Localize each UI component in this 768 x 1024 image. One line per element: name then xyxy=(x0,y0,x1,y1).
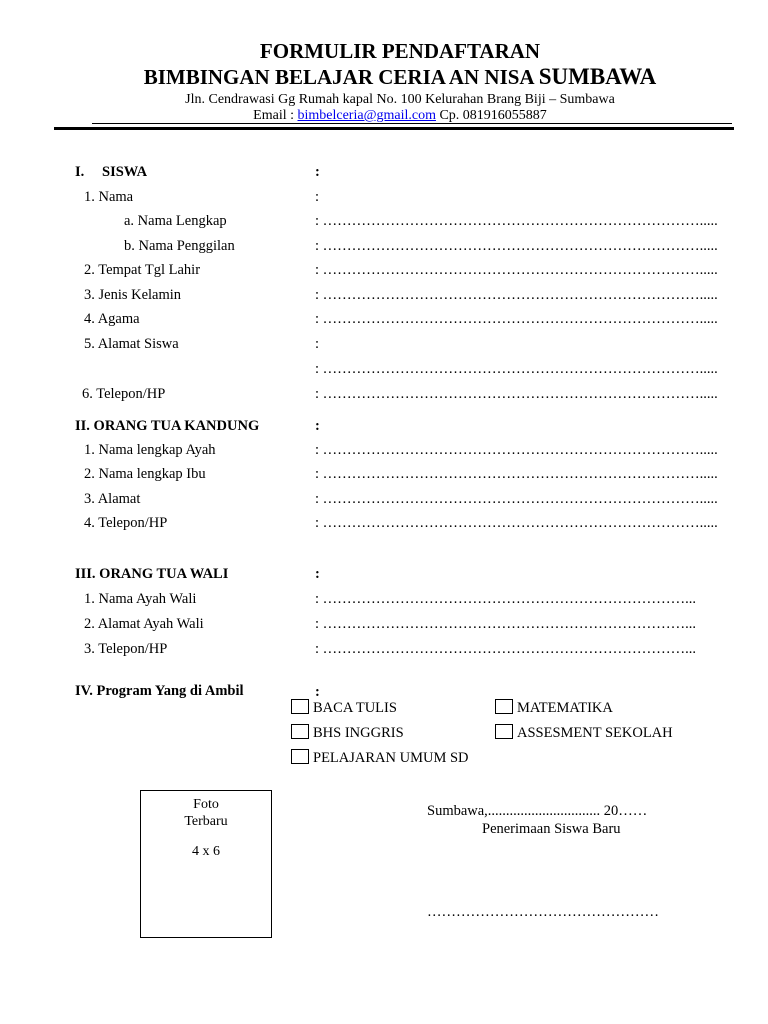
photo-box xyxy=(140,790,272,938)
checkbox[interactable] xyxy=(291,724,309,739)
label-ayah: 1. Nama lengkap Ayah xyxy=(84,442,216,458)
section-ortu-heading: II. ORANG TUA KANDUNG xyxy=(75,418,260,434)
email-link[interactable]: bimbelceria@gmail.com xyxy=(297,108,436,123)
colon: : xyxy=(315,566,320,582)
institution-name xyxy=(0,64,768,90)
field-alamat-siswa[interactable]: : ……………………………………………………………………..... xyxy=(315,361,718,377)
label-alamat-wali: 2. Alamat Ayah Wali xyxy=(84,616,204,632)
colon: : xyxy=(315,336,320,352)
label-alamat-ortu: 3. Alamat xyxy=(84,491,141,507)
label-telepon-wali: 3. Telepon/HP xyxy=(84,641,168,657)
colon: : xyxy=(315,684,320,700)
field-nama-lengkap[interactable]: : ……………………………………………………………………..... xyxy=(315,213,718,229)
header-rule-thin xyxy=(92,123,732,124)
option-matematika[interactable] xyxy=(495,699,613,717)
field-ttl[interactable]: : ……………………………………………………………………..... xyxy=(315,262,718,278)
label-telepon-siswa: 6. Telepon/HP xyxy=(82,386,166,402)
photo-label-1: Foto xyxy=(193,797,219,812)
label-nama: 1. Nama xyxy=(84,189,134,205)
option-pelajaran-umum-sd[interactable] xyxy=(291,749,469,767)
contact-line xyxy=(0,108,768,124)
checkbox[interactable] xyxy=(291,749,309,764)
section-wali-heading: III. ORANG TUA WALI xyxy=(75,566,229,582)
label-ttl: 2. Tempat Tgl Lahir xyxy=(84,262,201,278)
label-ibu: 2. Nama lengkap Ibu xyxy=(84,466,206,482)
label-ayah-wali: 1. Nama Ayah Wali xyxy=(84,591,197,607)
photo-size: 4 x 6 xyxy=(192,844,220,859)
option-baca-tulis[interactable] xyxy=(291,699,397,717)
phone: Cp. 081916055887 xyxy=(435,108,547,123)
field-alamat-wali[interactable]: : …………………………………………………………………... xyxy=(315,616,697,632)
section-siswa-number: I. xyxy=(75,164,85,180)
colon: : xyxy=(315,418,320,434)
form-title: FORMULIR PENDAFTARAN xyxy=(259,39,541,63)
option-label: BACA TULIS xyxy=(313,700,397,716)
option-label: MATEMATIKA xyxy=(517,700,613,716)
label-nama-lengkap: a. Nama Lengkap xyxy=(124,213,227,229)
field-telepon-ortu[interactable]: : ……………………………………………………………………..... xyxy=(315,515,718,531)
colon: : xyxy=(315,164,320,180)
section-siswa-heading: SISWA xyxy=(102,164,148,180)
photo-label-2: Terbaru xyxy=(184,814,228,829)
option-assesment-sekolah[interactable] xyxy=(495,724,673,742)
label-telepon-ortu: 4. Telepon/HP xyxy=(84,515,168,531)
label-nama-panggilan: b. Nama Penggilan xyxy=(124,238,235,254)
checkbox[interactable] xyxy=(495,699,513,714)
field-nama-panggilan[interactable]: : ……………………………………………………………………..... xyxy=(315,238,718,254)
field-telepon-siswa[interactable]: : ……………………………………………………………………..... xyxy=(315,386,718,402)
option-label: ASSESMENT SEKOLAH xyxy=(517,725,673,741)
field-ayah-wali[interactable]: : …………………………………………………………………... xyxy=(315,591,697,607)
institution-name-city: SUMBAWA xyxy=(538,64,657,89)
section-program-heading: IV. Program Yang di Ambil xyxy=(75,683,244,699)
label-alamat-siswa: 5. Alamat Siswa xyxy=(84,336,179,352)
field-agama[interactable]: : ……………………………………………………………………..... xyxy=(315,311,718,327)
institution-name-main: BIMBINGAN BELAJAR CERIA AN NISA xyxy=(143,65,539,89)
signature-role: Penerimaan Siswa Baru xyxy=(482,821,621,837)
field-ayah[interactable]: : ……………………………………………………………………..... xyxy=(315,442,718,458)
email-label: Email : xyxy=(253,108,298,123)
checkbox[interactable] xyxy=(291,699,309,714)
field-alamat-ortu[interactable]: : ……………………………………………………………………..... xyxy=(315,491,718,507)
label-agama: 4. Agama xyxy=(84,311,140,327)
field-telepon-wali[interactable]: : …………………………………………………………………... xyxy=(315,641,697,657)
signature-place-date: Sumbawa,............................... 20…… xyxy=(427,803,648,819)
label-jenis-kelamin: 3. Jenis Kelamin xyxy=(84,287,182,303)
field-ibu[interactable]: : ……………………………………………………………………..... xyxy=(315,466,718,482)
field-jenis-kelamin[interactable]: : ……………………………………………………………………..... xyxy=(315,287,718,303)
colon: : xyxy=(315,189,320,205)
header-rule-thick xyxy=(54,127,734,130)
option-label: PELAJARAN UMUM SD xyxy=(313,750,469,766)
option-label: BHS INGGRIS xyxy=(313,725,404,741)
signature-line[interactable]: ………………………………………… xyxy=(427,904,659,920)
address: Jln. Cendrawasi Gg Rumah kapal No. 100 Kelurahan Brang Biji – Sumbawa xyxy=(185,92,615,107)
checkbox[interactable] xyxy=(495,724,513,739)
option-bhs-inggris[interactable] xyxy=(291,724,404,742)
